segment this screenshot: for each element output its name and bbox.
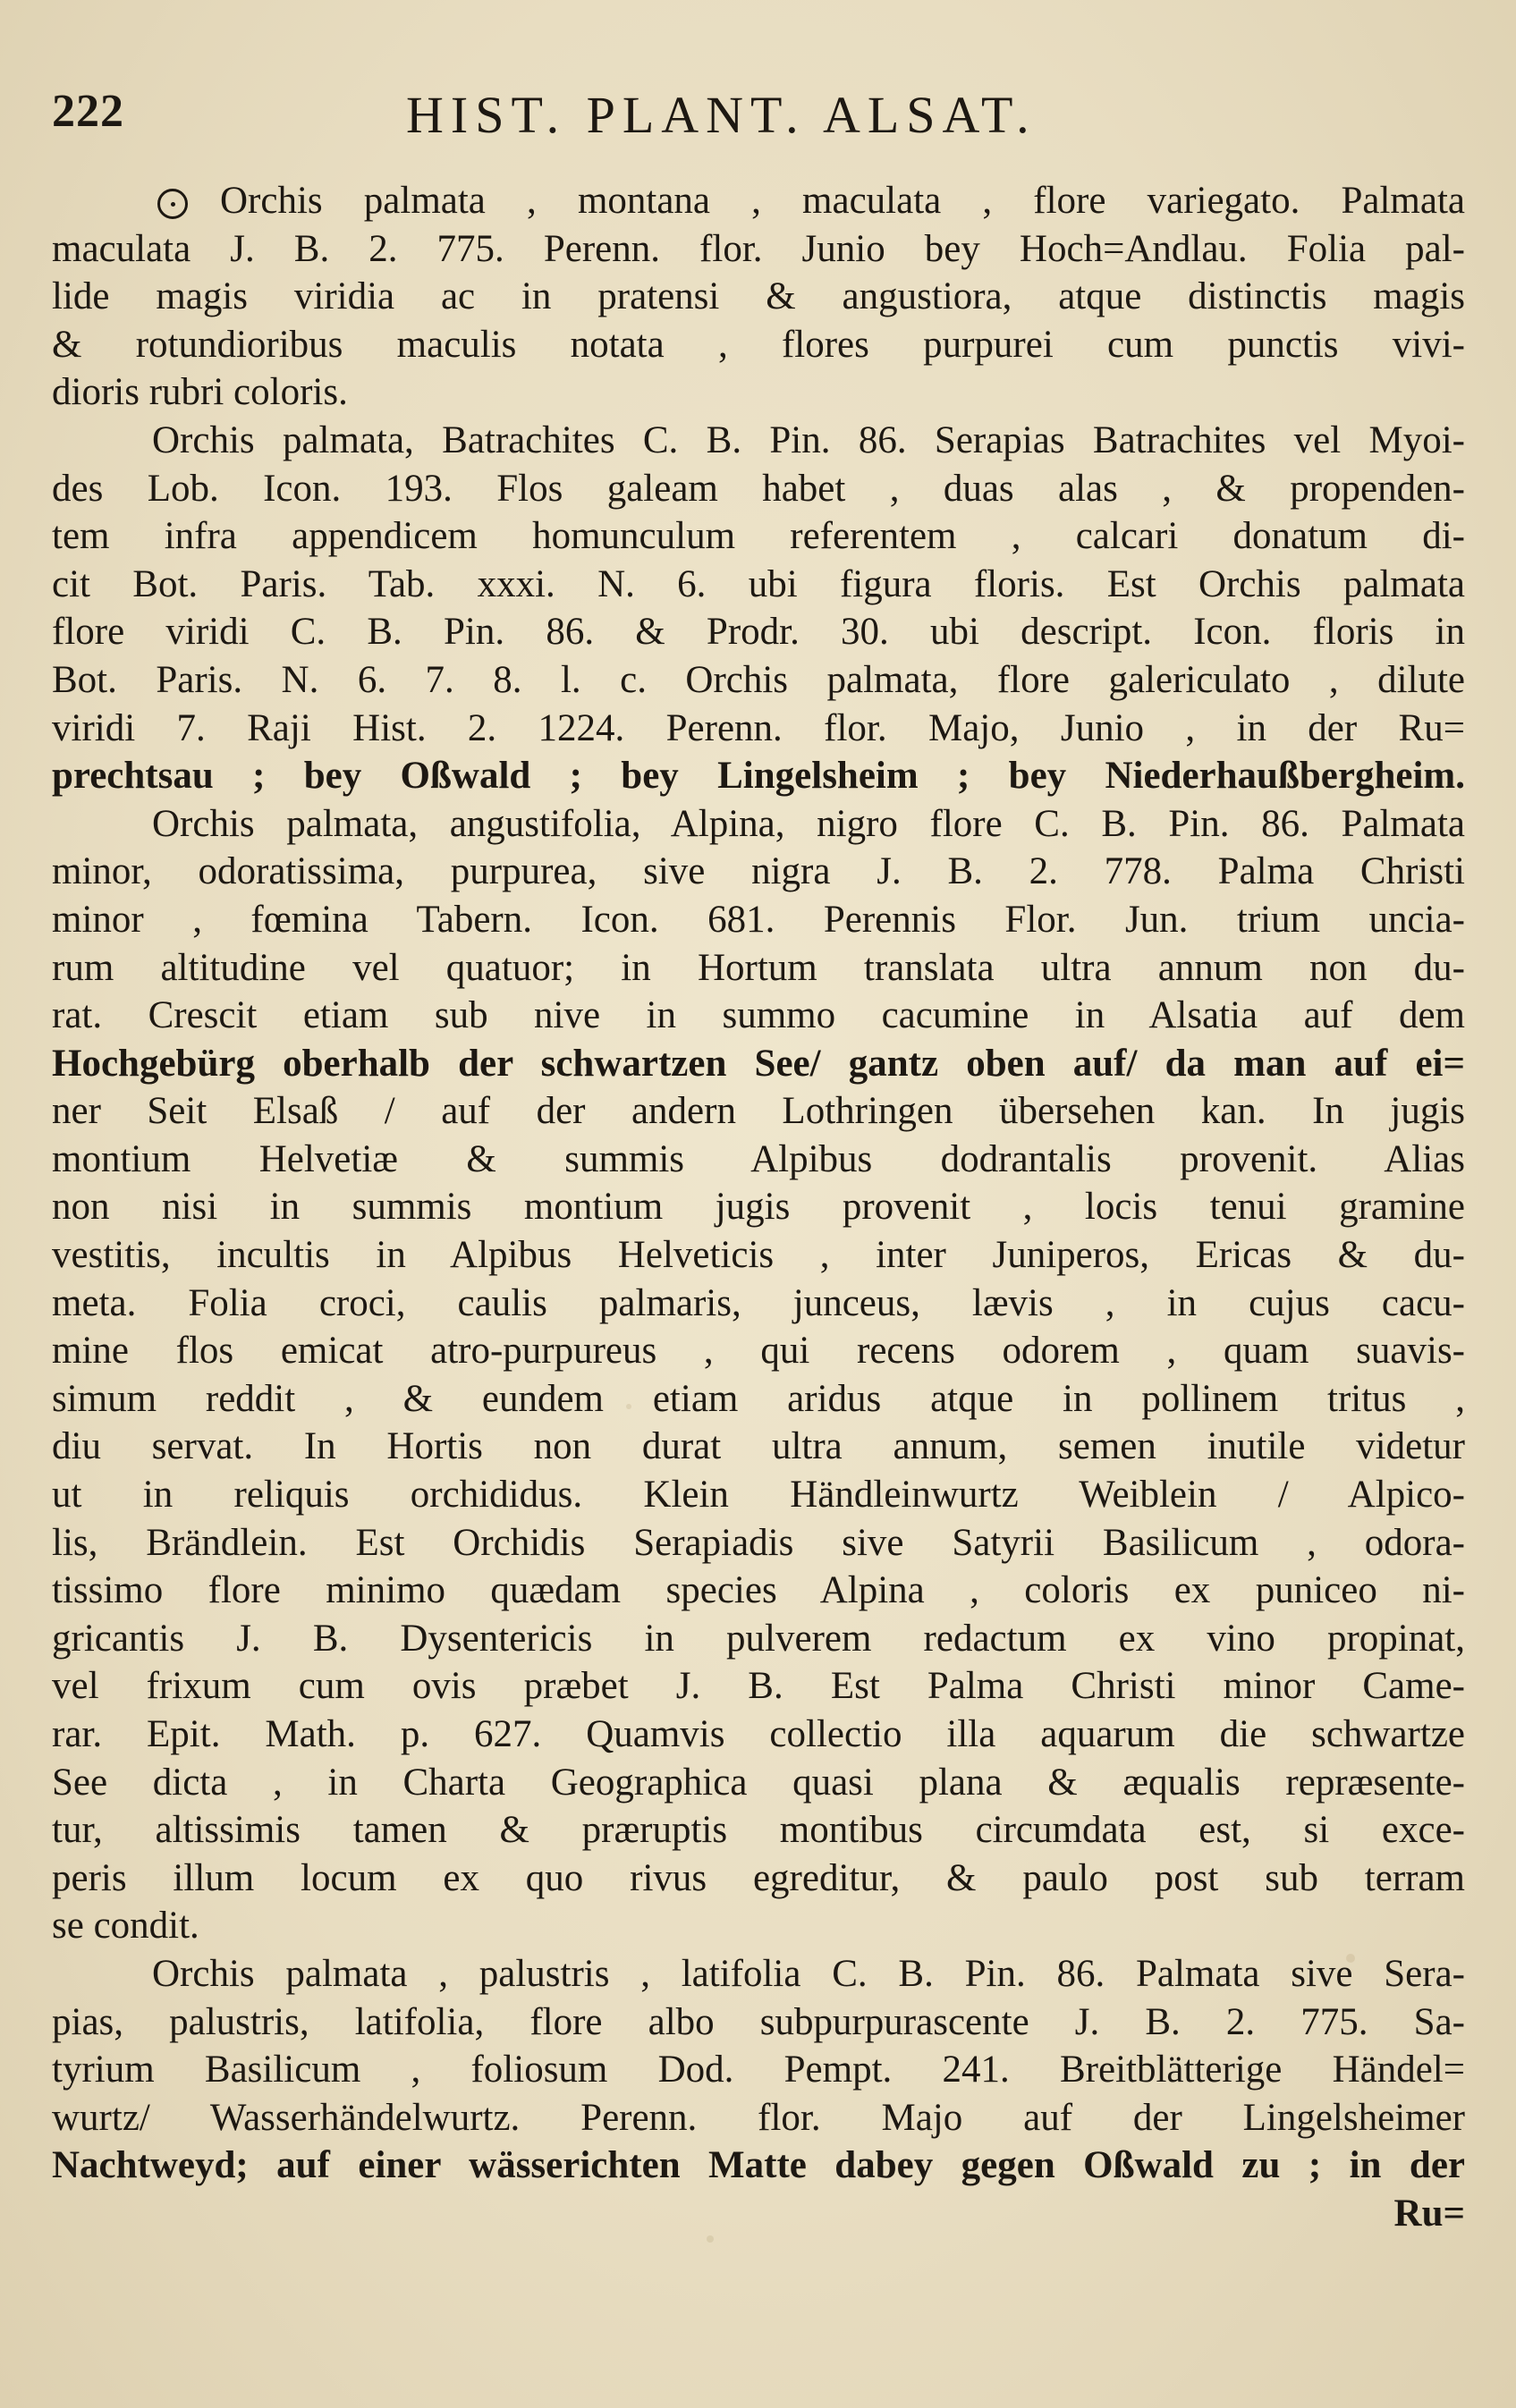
running-title: HIST. PLANT. ALSAT. <box>406 86 1037 144</box>
text-line <box>52 177 1465 225</box>
text-line: & rotundioribus maculis notata , flores purpurei cum punctis vivi- <box>52 323 1465 366</box>
body-text <box>52 177 1465 2238</box>
text-line: rar. Epit. Math. p. 627. Quamvis collectio illa aquarum die schwartze <box>52 1713 1465 1755</box>
text-line: minor, odoratissima, purpurea, sive nigra J. B. 2. 778. Palma Christi <box>52 850 1465 893</box>
text-line: lide magis viridia ac in pratensi & angustiora, atque distinctis magis <box>52 275 1465 318</box>
text-line: se condit. <box>52 1905 199 1948</box>
text-line: prechtsau ; bey Oßwald ; bey Lingelsheim ; bey Niederhaußbergheim. <box>52 755 1465 798</box>
text-line: tem infra appendicem homunculum referentem , calcari donatum di- <box>52 515 1465 558</box>
text-line: simum reddit , & eundem etiam aridus atque in pollinem tritus , <box>52 1377 1465 1420</box>
text-line: maculata J. B. 2. 775. Perenn. flor. Junio bey Hoch=Andlau. Folia pal- <box>52 227 1465 270</box>
text-line: peris illum locum ex quo rivus egreditur, & paulo post sub terram <box>52 1856 1465 1899</box>
text-line: vel frixum cum ovis præbet J. B. Est Palma Christi minor Came- <box>52 1665 1465 1708</box>
text-line: vestitis, incultis in Alpibus Helveticis , inter Juniperos, Ericas & du- <box>52 1234 1465 1277</box>
text-line: rat. Crescit etiam sub nive in summo cacumine in Alsatia auf dem <box>52 994 1465 1037</box>
text-line: Bot. Paris. N. 6. 7. 8. l. c. Orchis palmata, flore galericulato , dilute <box>52 658 1465 701</box>
catchword: Ru= <box>1393 2192 1465 2235</box>
page-header <box>52 76 1465 148</box>
text-line: diu servat. In Hortis non durat ultra annum, semen inutile videtur <box>52 1425 1465 1468</box>
text-line: montium Helvetiæ & summis Alpibus dodrantalis provenit. Alias <box>52 1137 1465 1180</box>
text-line: rum altitudine vel quatuor; in Hortum translata ultra annum non du- <box>52 946 1465 989</box>
text-line: Orchis palmata , palustris , latifolia C. B. Pin. 86. Palmata sive Sera- <box>152 1952 1465 1995</box>
text-line: gricantis J. B. Dysentericis in pulverem redactum ex vino propinat, <box>52 1617 1465 1660</box>
text-line: mine flos emicat atro-purpureus , qui recens odorem , quam suavis- <box>52 1330 1465 1373</box>
perennial-sign-icon <box>157 189 188 219</box>
text-line: viridi 7. Raji Hist. 2. 1224. Perenn. flor. Majo, Junio , in der Ru= <box>52 706 1465 749</box>
text-line: meta. Folia croci, caulis palmaris, junceus, lævis , in cujus cacu- <box>52 1281 1465 1324</box>
line-text: Orchis palmata , montana , maculata , flore variegato. Palmata <box>220 180 1465 222</box>
text-line: Orchis palmata, Batrachites C. B. Pin. 86. Serapias Batrachites vel Myoi- <box>152 418 1465 461</box>
text-line: Hochgebürg oberhalb der schwartzen See/ gantz oben auf/ da man auf ei= <box>52 1042 1465 1085</box>
text-line: lis, Brändlein. Est Orchidis Serapiadis sive Satyrii Basilicum , odora- <box>52 1521 1465 1564</box>
text-line: non nisi in summis montium jugis provenit , locis tenui gramine <box>52 1186 1465 1229</box>
text-line: wurtz/ Wasserhändelwurtz. Perenn. flor. Majo auf der Lingelsheimer <box>52 2096 1465 2139</box>
text-line: See dicta , in Charta Geographica quasi plana & æqualis repræsente- <box>52 1761 1465 1804</box>
text-line: cit Bot. Paris. Tab. xxxi. N. 6. ubi figura floris. Est Orchis palmata <box>52 562 1465 605</box>
text-line: dioris rubri coloris. <box>52 371 348 414</box>
page-number: 222 <box>52 86 124 137</box>
text-line: Nachtweyd; auf einer wässerichten Matte dabey gegen Oßwald zu ; in der <box>52 2144 1465 2187</box>
text-line: ner Seit Elsaß / auf der andern Lothringen übersehen kan. In jugis <box>52 1090 1465 1133</box>
text-line: Orchis palmata, angustifolia, Alpina, nigro flore C. B. Pin. 86. Palmata <box>152 802 1465 845</box>
text-line: des Lob. Icon. 193. Flos galeam habet , duas alas , & propenden- <box>52 467 1465 510</box>
text-line: tissimo flore minimo quædam species Alpina , coloris ex puniceo ni- <box>52 1569 1465 1612</box>
text-line: tyrium Basilicum , foliosum Dod. Pempt. 241. Breitblätterige Händel= <box>52 2049 1465 2091</box>
text-line: flore viridi C. B. Pin. 86. & Prodr. 30. ubi descript. Icon. floris in <box>52 611 1465 654</box>
text-line: tur, altissimis tamen & præruptis montibus circumdata est, si exce- <box>52 1809 1465 1852</box>
text-line: minor , fœmina Tabern. Icon. 681. Perennis Flor. Jun. trium uncia- <box>52 898 1465 941</box>
text-line: pias, palustris, latifolia, flore albo subpurpurascente J. B. 2. 775. Sa- <box>52 2000 1465 2043</box>
text-line: ut in reliquis orchididus. Klein Händleinwurtz Weiblein / Alpico- <box>52 1474 1465 1517</box>
